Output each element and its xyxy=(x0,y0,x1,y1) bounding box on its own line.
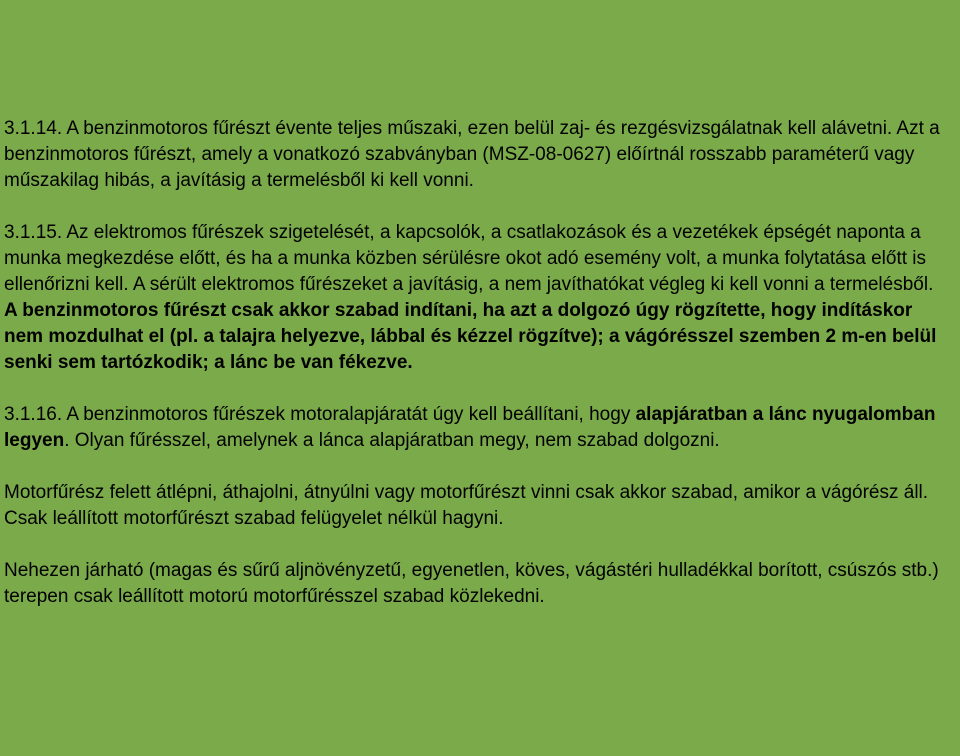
paragraph-gap xyxy=(4,376,944,402)
text-segment: Motorfűrész felett átlépni, áthajolni, átnyúlni vagy motorfűrészt vinni csak akkor szabad, amikor a vágórész áll. Csak leállított motorfűrészt szabad felügyelet nélkül hagyni. xyxy=(4,482,929,529)
paragraph-3-1-16 xyxy=(4,402,944,454)
paragraph-3-1-14 xyxy=(4,116,944,194)
text-segment: . Olyan fűrésszel, amelynek a lánca alapjáratban megy, nem szabad dolgozni. xyxy=(64,430,720,451)
text-segment: 3.1.15. Az elektromos fűrészek szigetelését, a kapcsolók, a csatlakozások és a vezetékek épségét naponta a munka megkezdése előtt, és ha a munka közben sérülésre okot adó esemény volt, a munka folytatása előtt is ellenőrizni kell. A sérült elektromos fűrészeket a javításig, a nem javíthatókat végleg ki kell vonni a termelésből. xyxy=(4,222,934,295)
paragraph-gap xyxy=(4,454,944,480)
bold-text-segment: A benzinmotoros fűrészt csak akkor szabad indítani, ha azt a dolgozó úgy rögzítette, hogy indításkor nem mozdulhat el (pl. a talajra helyezve, lábbal és kézzel rögzítve); a vágórésszel szemben 2 m-en belül senki sem tartózkodik; a lánc be van fékezve. xyxy=(4,300,937,373)
paragraph-nehezen-jarhato xyxy=(4,558,944,610)
paragraph-gap xyxy=(4,532,944,558)
slide-body xyxy=(4,116,944,610)
bold-text-segment: alapjáratban a lánc nyugalomban legyen xyxy=(4,404,936,451)
paragraph-3-1-15 xyxy=(4,220,944,376)
paragraph-gap xyxy=(4,194,944,220)
text-segment: Nehezen járható (magas és sűrű aljnövényzetű, egyenetlen, köves, vágástéri hulladékkal borított, csúszós stb.) terepen csak leállított motorú motorfűrésszel szabad közlekedni. xyxy=(4,560,939,607)
text-segment: 3.1.16. A benzinmotoros fűrészek motoralapjáratát úgy kell beállítani, hogy xyxy=(4,404,636,425)
text-segment: 3.1.14. A benzinmotoros fűrészt évente teljes műszaki, ezen belül zaj- és rezgésvizsgálatnak kell alávetni. Azt a benzinmotoros fűrészt, amely a vonatkozó szabványban (MSZ-08-0627) előírtnál rosszabb paraméterű vagy műszakilag hibás, a javításig a termelésből ki kell vonni. xyxy=(4,118,940,191)
paragraph-motorfuresz-felett xyxy=(4,480,944,532)
